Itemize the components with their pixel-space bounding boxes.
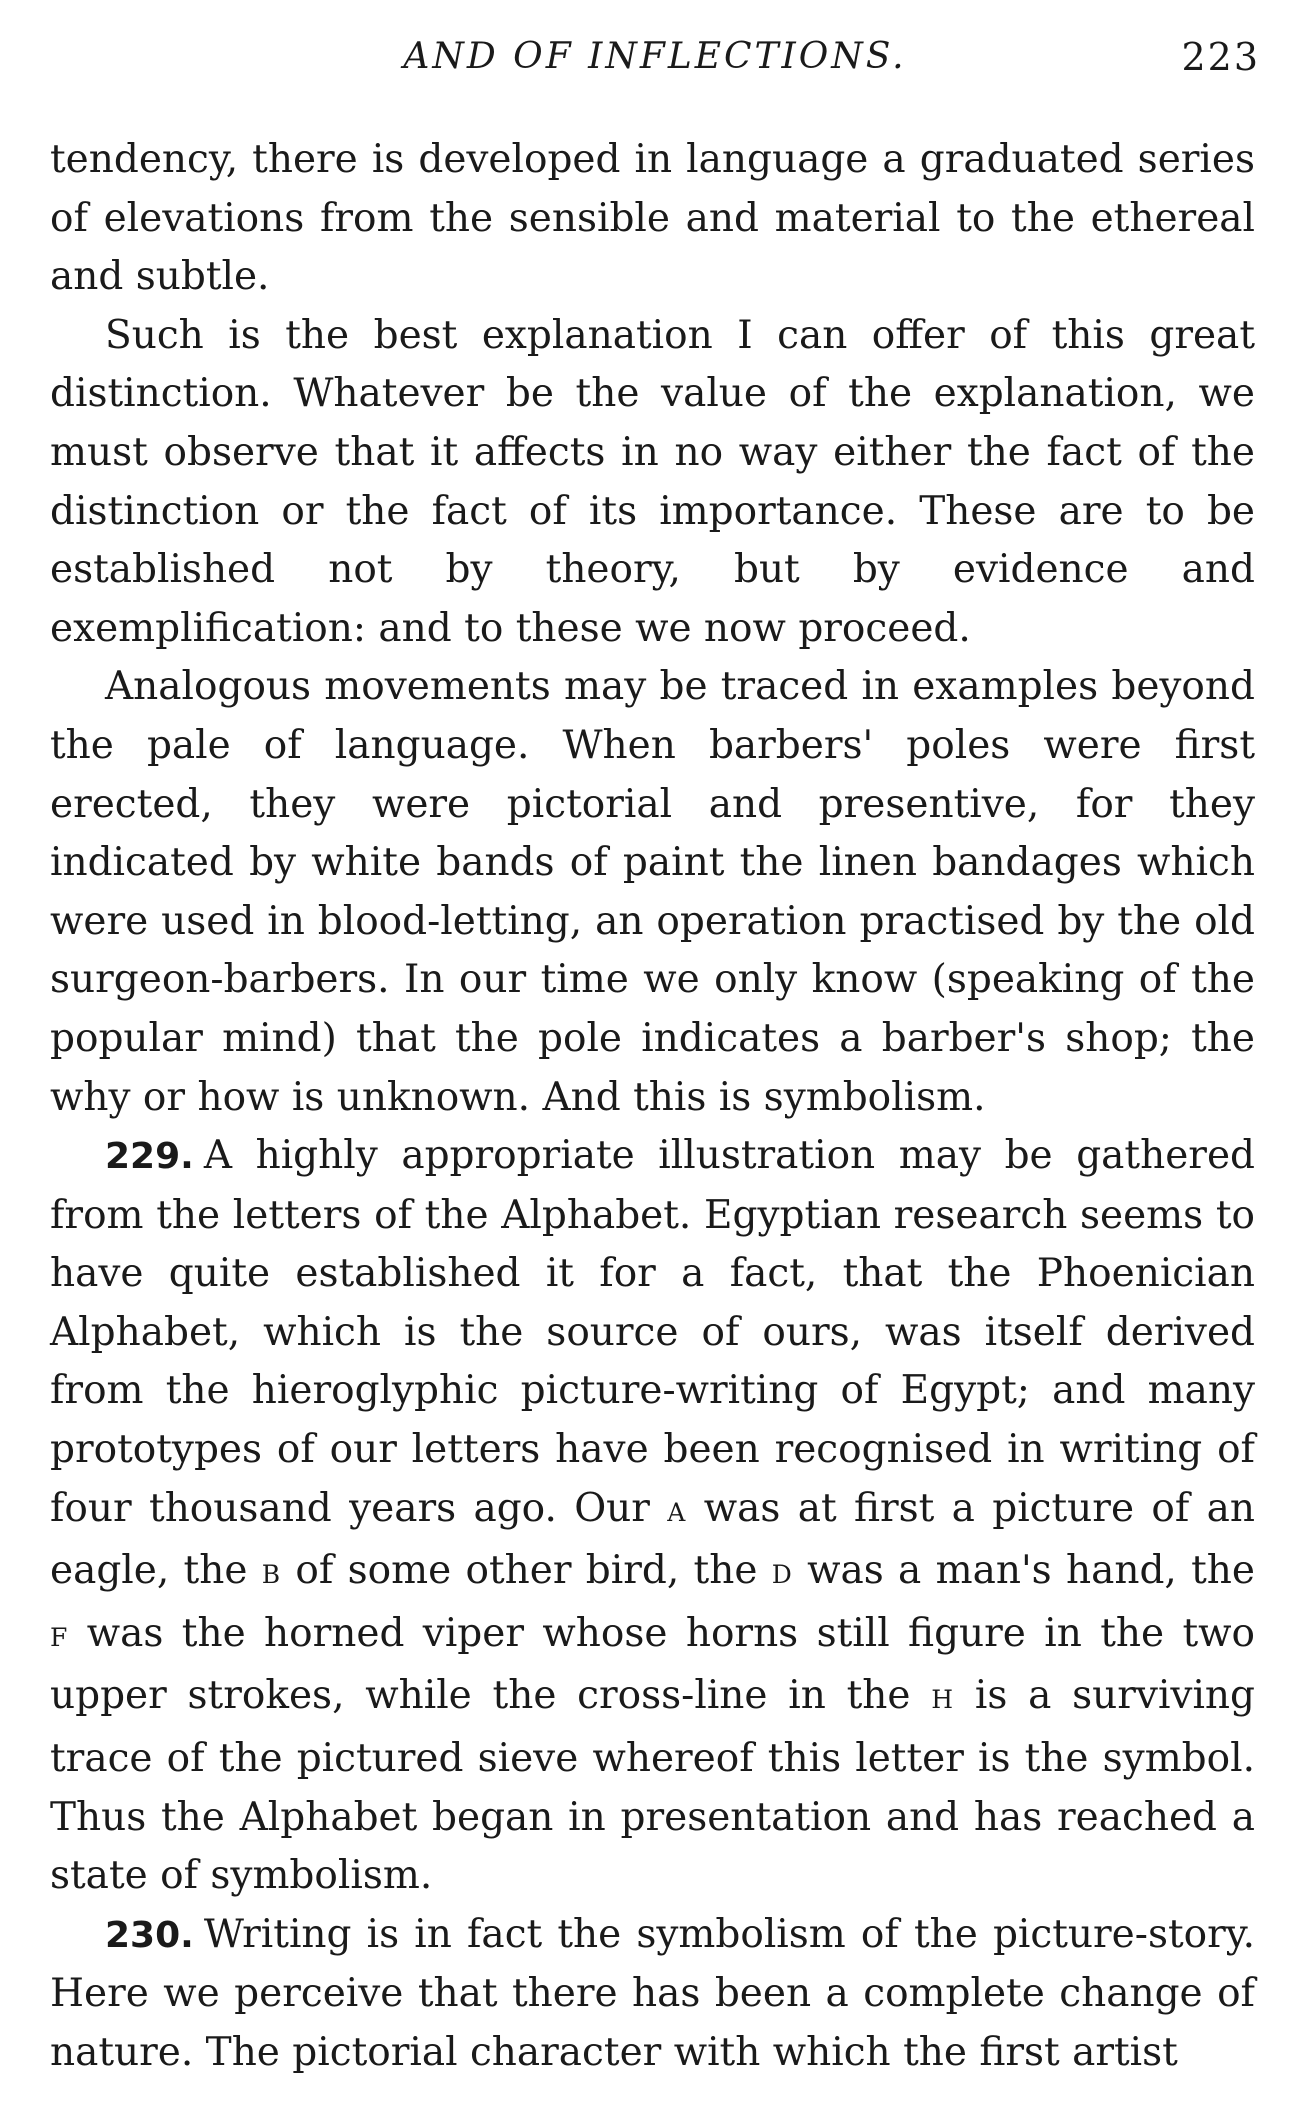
paragraph-continuation	[50, 131, 1255, 307]
running-title: AND OF INFLECTIONS.	[403, 36, 907, 77]
small-cap-letter: F	[50, 1622, 69, 1652]
section-230	[50, 1906, 1255, 2083]
paragraph-text: was at first a picture of an eagle, the	[50, 1485, 1255, 1594]
paragraph-text: was the horned viper whose horns still figure in the two upper strokes, while the cross-line in the	[50, 1610, 1256, 1719]
section-229	[50, 1127, 1255, 1906]
page-number: 223	[1181, 35, 1260, 79]
paragraph-text: is a surviving trace of the pictured sieve whereof this letter is the symbol. Thus the Alphabet began in presentation and has reached a state of symbolism.	[50, 1673, 1256, 1899]
paragraph-text: tendency, there is developed in language a graduated series of elevations from the sensible and material to the ethereal and subtle.	[50, 137, 1255, 300]
paragraph-text: was a man's hand, the	[807, 1548, 1256, 1594]
paragraph-barbers-poles	[50, 658, 1255, 1127]
paragraph-explanation	[50, 307, 1255, 659]
running-head	[50, 32, 1260, 82]
section-number: 229.	[105, 1136, 194, 1178]
paragraph-text: Analogous movements may be traced in examples beyond the pale of language. When barbers' poles were first erected, they were pictorial and presentive, for they indicated by white bands of paint the linen bandages which were used in blood-letting, an operation practised by the old surgeon-barbers. In our time we only know (speaking of the popular mind) that the pole indicates a barber's shop; the why or how is unknown. And this is symbolism.	[50, 664, 1255, 1120]
paragraph-text: Writing is in fact the symbolism of the picture-story. Here we perceive that there has been a complete change of nature. The pictorial character with which the first artist	[50, 1911, 1255, 2075]
body-text	[50, 131, 1255, 2083]
small-cap-letter: B	[261, 1560, 282, 1590]
paragraph-text: A highly appropriate illustration may be gathered from the letters of the Alphabet. Egyptian research seems to have quite established it for a fact, that the Phoenician Alphabet, which is the source of ours, was itself derived from the hieroglyphic picture-writing of Egypt; and many prototypes of our letters have been recognised in writing of four thousand years ago. Our	[50, 1133, 1255, 1531]
small-cap-letter: H	[931, 1685, 955, 1715]
paragraph-text: Such is the best explanation I can offer of this great distinction. Whatever be the value of the explanation, we must observe that it affects in no way either the fact of the distinction or the fact of its importance. These are to be established not by theory, but by evidence and exemplification: and to these we now proceed.	[50, 312, 1255, 651]
section-number: 230.	[105, 1914, 194, 1956]
paragraph-text: of some other bird, the	[295, 1548, 758, 1594]
small-cap-letter: A	[667, 1497, 687, 1527]
small-cap-letter: D	[771, 1560, 793, 1590]
